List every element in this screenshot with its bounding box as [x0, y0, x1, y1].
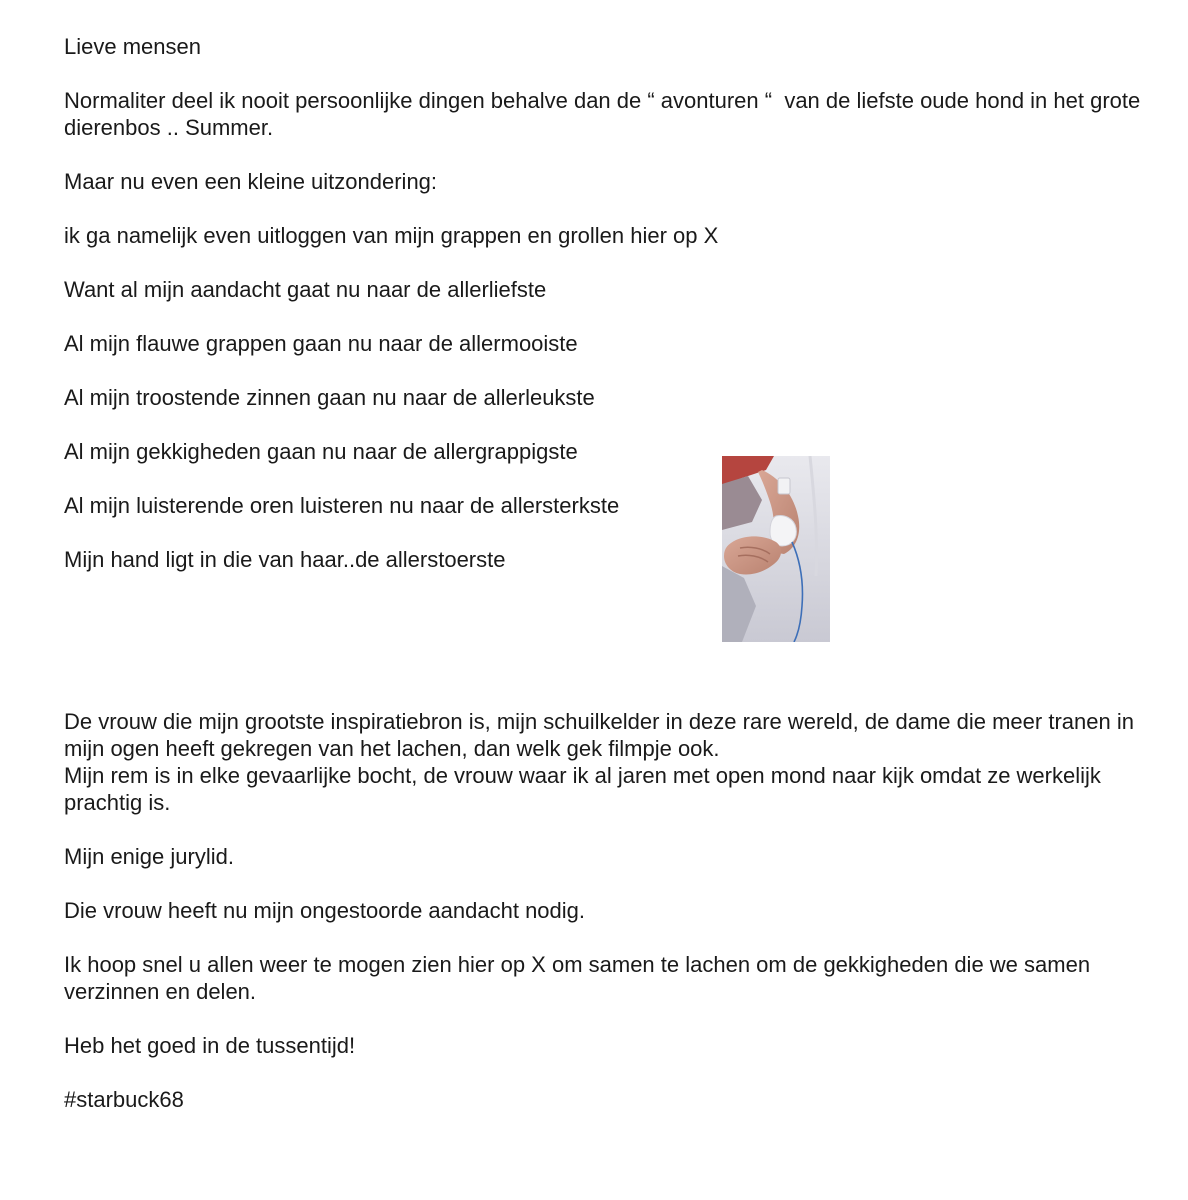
logout-paragraph: ik ga namelijk even uitloggen van mijn grappen en grollen hier op X [64, 223, 719, 248]
dedication-line: Want al mijn aandacht gaat nu naar de allerliefste [64, 277, 547, 302]
letter-body [64, 33, 1154, 1113]
tribute-paragraph: Mijn rem is in elke gevaarlijke bocht, de vrouw waar ik al jaren met open mond naar kijk omdat ze werkelijk prachtig is. [64, 763, 1108, 815]
jury-paragraph: Mijn enige jurylid. [64, 844, 234, 869]
dedication-line: Mijn hand ligt in die van haar..de allerstoerste [64, 547, 506, 572]
tribute-paragraph: De vrouw die mijn grootste inspiratiebron is, mijn schuilkelder in deze rare wereld, de dame die meer tranen in mijn ogen heeft gekregen van het lachen, dan welk gek filmpje ook. [64, 709, 1141, 761]
intro-paragraph: Normaliter deel ik nooit persoonlijke dingen behalve dan de “ avonturen “ van de liefste oude hond in het grote dierenbos .. Summer. [64, 88, 1147, 140]
hope-paragraph: Ik hoop snel u allen weer te mogen zien hier op X om samen te lachen om de gekkigheden die we samen verzinnen en delen. [64, 952, 1097, 1004]
hashtag: #starbuck68 [64, 1087, 184, 1112]
dedication-line: Al mijn luisterende oren luisteren nu naar de allersterkste [64, 493, 620, 518]
exception-paragraph: Maar nu even een kleine uitzondering: [64, 169, 438, 194]
farewell-paragraph: Heb het goed in de tussentijd! [64, 1033, 356, 1058]
greeting: Lieve mensen [64, 34, 201, 59]
dedication-line: Al mijn gekkigheden gaan nu naar de allergrappigste [64, 439, 578, 464]
dedication-line: Al mijn troostende zinnen gaan nu naar de allerleukste [64, 385, 595, 410]
hospital-hands-photo [722, 456, 830, 642]
dedication-line: Al mijn flauwe grappen gaan nu naar de allermooiste [64, 331, 578, 356]
attention-paragraph: Die vrouw heeft nu mijn ongestoorde aandacht nodig. [64, 898, 586, 923]
